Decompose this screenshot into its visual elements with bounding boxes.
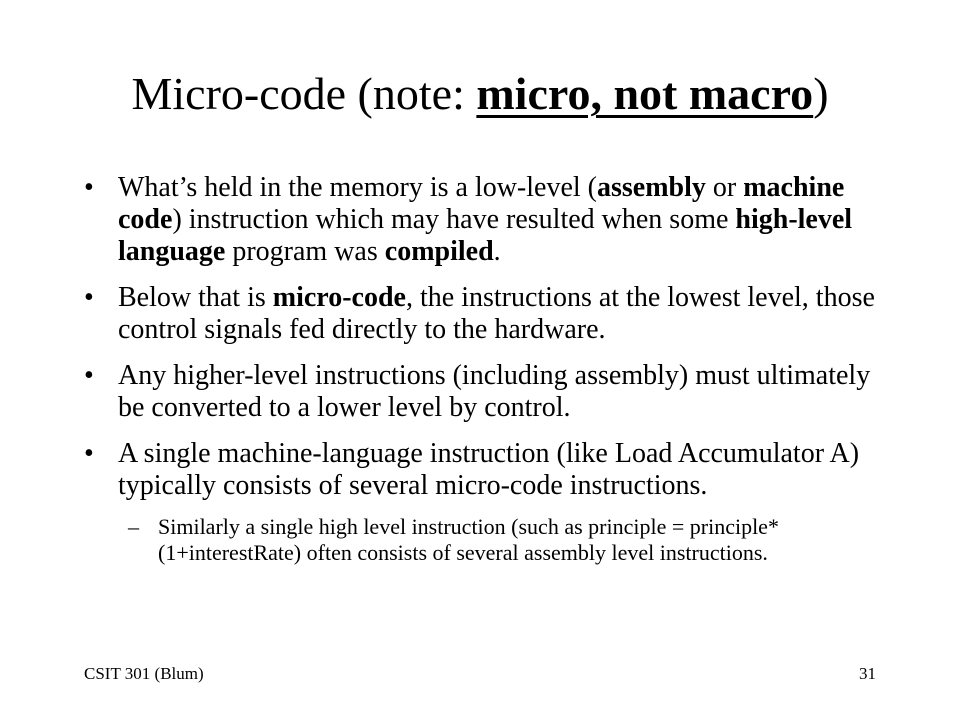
bullet-list (84, 172, 884, 580)
bullet-text: A single machine-language instruction (like Load Accumulator A) typically consists of several micro-code instructions. (118, 438, 860, 501)
bold-term: compiled (384, 236, 494, 267)
bullet-text (118, 172, 852, 267)
bullet-item-2 (84, 282, 884, 346)
bullet-marker: • (84, 282, 94, 313)
sub-bullet-text: Similarly a single high level instruction (such as principle = principle*(1+interestRate) often consists of several assembly level instructions. (158, 514, 779, 565)
bullet-marker: • (84, 438, 94, 469)
bullet-marker: • (84, 360, 94, 391)
text-run: Below that is (118, 282, 273, 313)
text-run: program was (225, 236, 385, 267)
title-prefix: Micro-code (note: (131, 68, 477, 119)
slide-number: 31 (859, 664, 876, 683)
footer-course: CSIT 301 (Blum) (84, 664, 204, 683)
bullet-text: Any higher-level instructions (including assembly) must ultimately be converted to a lower level by control. (118, 360, 871, 423)
bullet-item-1 (84, 172, 884, 268)
bullet-item-3 (84, 360, 884, 424)
bold-term: micro-code (272, 282, 406, 313)
text-run: or (705, 172, 744, 203)
slide-title (0, 66, 960, 122)
bullet-text (118, 282, 875, 345)
text-run: . (493, 236, 501, 267)
title-suffix: ) (813, 68, 829, 119)
text-run: ) instruction which may have resulted when some (172, 204, 736, 235)
bold-term: machine code (118, 172, 845, 235)
bold-term: assembly (596, 172, 706, 203)
text-run: , the instructions at the lowest level, those control signals fed directly to the hardware. (118, 282, 875, 345)
sub-bullet-marker: – (128, 514, 139, 539)
text-run: What’s held in the memory is a low-level ( (118, 172, 597, 203)
sub-bullet-item (118, 514, 884, 566)
bullet-item-4 (84, 438, 884, 566)
bold-term: high-level language (118, 204, 853, 267)
title-emphasis: micro, not macro (476, 68, 814, 119)
bullet-marker: • (84, 172, 94, 203)
